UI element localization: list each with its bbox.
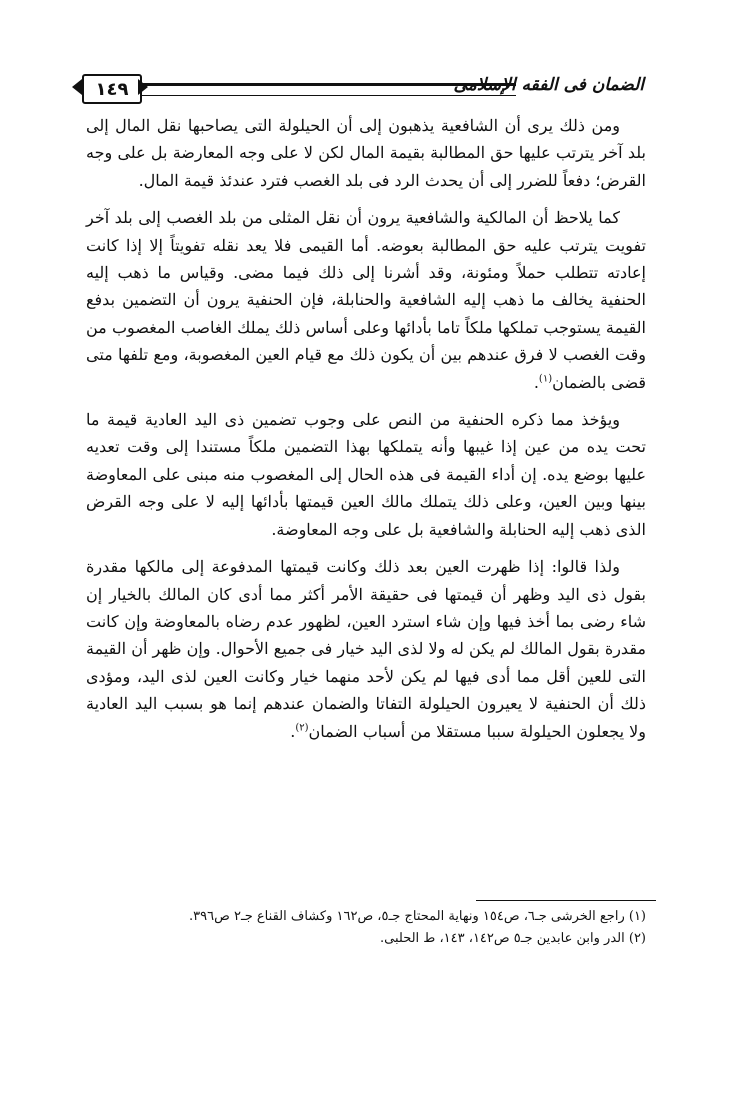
page-number: ١٤٩ [82, 74, 142, 104]
running-title: الضمان فى الفقه الإسلامى [453, 75, 644, 95]
paragraph-1 [86, 112, 646, 194]
paragraph-text: ولذا قالوا: إذا ظهرت العين بعد ذلك وكانت قيمتها المدفوعة إلى مالكها مقدرة بقول ذى اليد وظهر أن قيمتها فى حقيقة الأمر أكثر مما أدى كان المالك بالخيار إن شاء رضى بما أخذ فيها وإن شاء استرد العين، لظهور عدم رضاه بالمعاوضة وإن كانت مقدرة بقول المالك لم يكن له ولا لذى اليد خيار فى جميع الأحوال. وإن ظهر أن القيمة التى للعين أقل مما أدى فيها لم يكن لأحد منهما خيار وكانت العين لذى اليد، ومؤدى ذلك أن الحنفية لا يعيرون الحيلولة التفاتا والضمان عندهم إنما هو بسبب اليد العادية ولا يجعلون الحيلولة سببا مستقلا من أسباب الضمان [86, 557, 647, 741]
page-header [72, 72, 644, 106]
paragraph-3 [86, 406, 646, 543]
footnote-reference: (١) [538, 373, 553, 385]
paragraph-2: كما يلاحظ أن المالكية والشافعية يرون أن نقل المثلى من بلد الغصب إلى بلد آخر تفويت يترتب عليه حق المطالبة بعوضه. أما القيمى فلا يعد نقله تفويتاً إلا إذا كانت إعادته تتطلب حملاً ومئونة، وقد أشرنا إلى ذلك فيما مضى. وقياس ما ذهب إليه الحنفية يخالف ما ذهب إليه الشافعية والحنابلة، فإن الحنفية يرون أن التضمين بدفع القيمة يستوجب تملكها ملكاً تاما بأدائها وعلى أساس ذلك يملك الغاصب المغصوب من وقت الغصب لا فرق عندهم بين أن يكون ذلك مع قيام العين المغصوبة، ومع تلفها متى قضى بالضمان$^{(١)}$. [86, 208, 646, 392]
footnote-reference: (٢) [295, 722, 309, 734]
footnote-separator [476, 900, 656, 901]
paragraph-4: ولذا قالوا: إذا ظهرت العين بعد ذلك وكانت قيمتها المدفوعة إلى مالكها مقدرة بقول ذى اليد وظهر أن قيمتها فى حقيقة الأمر أكثر مما أدى كان المالك بالخيار إن شاء رضى بما أخذ فيها وإن شاء استرد العين، لظهور عدم رضاه بالمعاوضة وإن كانت مقدرة بقول المالك لم يكن له ولا لذى اليد خيار فى جميع الأحوال. وإن ظهر أن القيمة التى للعين أقل مما أدى فيها لم يكن لأحد منهما خيار وكانت العين لذى اليد، ومؤدى ذلك أن الحنفية لا يعيرون الحيلولة التفاتا والضمان عندهم إنما هو بسبب اليد العادية ولا يجعلون الحيلولة سببا مستقلا من أسباب الضمان$^{(٢)}$. [86, 557, 647, 741]
body-text [86, 112, 646, 755]
paragraph-text: ويؤخذ مما ذكره الحنفية من النص على وجوب تضمين ذى اليد العادية قيمة ما تحت يده من عين إذا غيبها وأنه يتملكها بهذا التضمين ملكاً مستندا إلى وقت تعديه عليها بوضع يده. إن أداء القيمة فى هذه الحال إلى المغصوب منه مبنى على المعاوضة بينها وبين العين، وعلى ذلك يتملك مالك العين قيمتها بأدائها إليه لا على وجه القرض الذى ذهب إليه الحنابلة والشافعية بل على وجه المعاوضة. [86, 410, 647, 539]
footnote-2: (٢) الدر وابن عابدين جـ٥ ص١٤٢، ١٤٣، ط الحلبى. [380, 931, 646, 946]
paragraph-text: ومن ذلك يرى أن الشافعية يذهبون إلى أن الحيلولة التى يصاحبها نقل المال إلى بلد آخر يترتب عليها حق المطالبة بقيمة المال لكن لا على وجه المعارضة بل على وجه القرض؛ دفعاً للضرر إلى أن يحدث الرد فى بلد الغصب فترد عندئذ قيمة المال. [86, 116, 646, 190]
left-arrow-ornament [72, 79, 82, 95]
footnote-1: (١) راجع الخرشى جـ٦، ص١٥٤ ونهاية المحتاج جـ٥، ص١٦٢ وكشاف القناع جـ٢ ص٣٩٦. [189, 909, 646, 924]
footnotes [120, 906, 646, 950]
paragraph-text: كما يلاحظ أن المالكية والشافعية يرون أن نقل المثلى من بلد الغصب إلى بلد آخر تفويت يترتب عليه حق المطالبة بعوضه. أما القيمى فلا يعد نقله تفويتاً إلا إذا كانت إعادته تتطلب حملاً ومئونة، وقد أشرنا إلى ذلك فيما مضى. وقياس ما ذهب إليه الحنفية يخالف ما ذهب إليه الشافعية والحنابلة، فإن الحنفية يرون أن التضمين بدفع القيمة يستوجب تملكها ملكاً تاما بأدائها وعلى أساس ذلك يملك الغاصب المغصوب من وقت الغصب لا فرق عندهم بين أن يكون ذلك مع قيام العين المغصوبة، ومع تلفها متى قضى بالضمان [86, 208, 646, 392]
